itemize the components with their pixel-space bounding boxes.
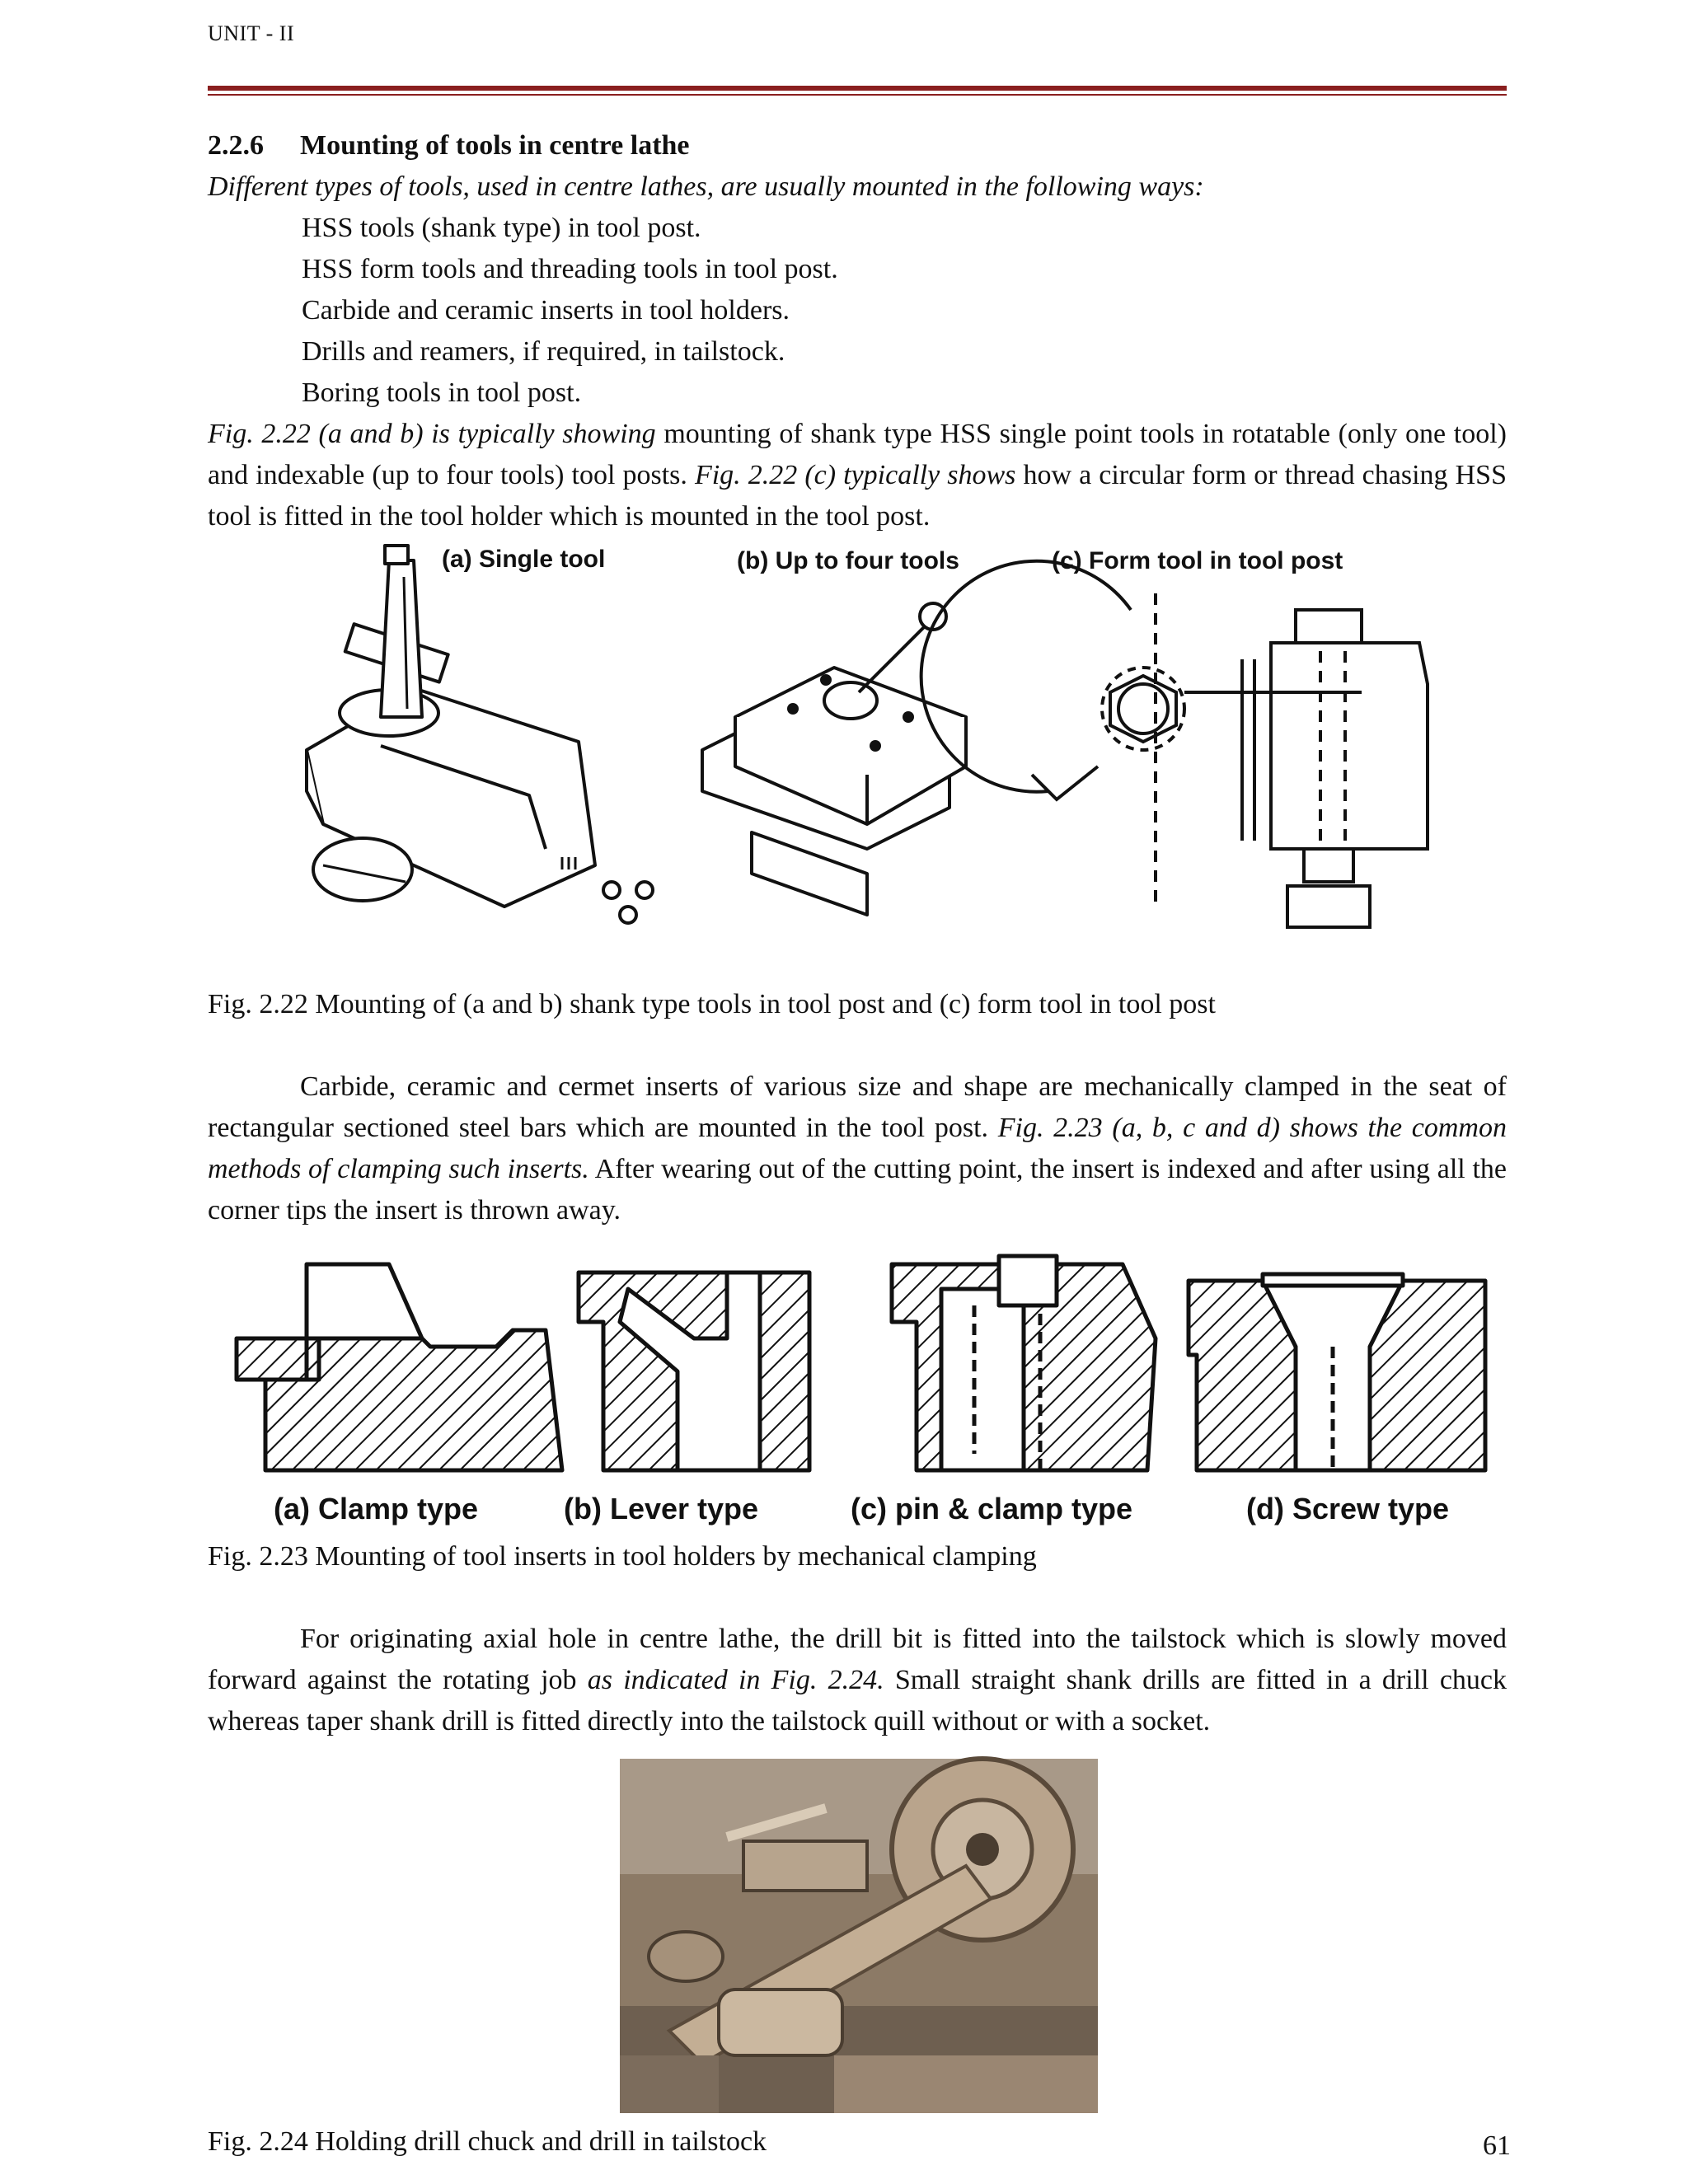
section-number: 2.2.6: [208, 130, 264, 161]
fig22-label-a: (a) Single tool: [442, 546, 606, 573]
four-way-tool-post-drawing: [702, 577, 1024, 923]
figure-2-24: [208, 1759, 1507, 2113]
fig24-caption: Fig. 2.24 Holding drill chuck and drill in tailstock: [208, 2126, 767, 2157]
figure-2-23: [208, 1256, 1507, 1536]
paragraph-text: For originating axial hole in centre lathe, the drill bit is fitted into the tailstock which is slowly moved forward against the rotating job: [208, 1624, 1507, 1695]
paragraph-text: Small straight shank drills are fitted in a drill chuck whereas taper shank drill is fitted directly into the tailstock quill without or with a socket.: [208, 1665, 1507, 1736]
insert-clamping-drawings: [232, 1256, 1502, 1487]
page-number: 61: [1483, 2130, 1511, 2161]
fig23-label-a: (a) Clamp type: [274, 1492, 479, 1526]
section-title: Mounting of tools in centre lathe: [300, 130, 690, 161]
paragraph-text: Carbide, ceramic and cermet inserts of various size and shape are mechanically clamped in the seat of rectangular sectioned steel bars which are mounted in the tool post.: [208, 1071, 1507, 1143]
list-item: HSS form tools and threading tools in tool post.: [302, 254, 838, 284]
form-tool-drawing: [1032, 577, 1444, 956]
figure-2-22: [208, 544, 1507, 972]
fig-ref: Fig. 2.23 (a, b, c and d) shows the common methods of clamping such inserts.: [208, 1113, 1507, 1184]
fig-ref: as indicated in Fig. 2.24.: [587, 1665, 884, 1695]
fig-ref: Fig. 2.22 (c) typically shows: [694, 460, 1016, 490]
paragraph-fig23: [208, 1066, 1507, 1231]
paragraph-fig24: [208, 1619, 1507, 1742]
fig23-label-d: (d) Screw type: [1246, 1492, 1450, 1526]
list-item: Drills and reamers, if required, in tailstock.: [302, 336, 785, 367]
header-rule-thin: [208, 94, 1507, 96]
paragraph-fig22: [208, 414, 1507, 537]
list-item: Carbide and ceramic inserts in tool holders.: [302, 295, 790, 326]
running-head: UNIT - II: [208, 21, 295, 45]
fig22-label-c: (c) Form tool in tool post: [1052, 547, 1343, 574]
fig23-label-c: (c) pin & clamp type: [851, 1492, 1133, 1526]
mounting-list: [208, 208, 1507, 414]
page-content: [208, 125, 1507, 2163]
lathe-tailstock-photo: [620, 1759, 1098, 2113]
section-lead: Different types of tools, used in centre lathes, are usually mounted in the following ways:: [208, 171, 1204, 202]
fig23-label-b: (b) Lever type: [564, 1492, 759, 1526]
single-tool-post-drawing: [298, 544, 686, 931]
fig22-label-b: (b) Up to four tools: [737, 547, 959, 574]
fig22-caption: Fig. 2.22 Mounting of (a and b) shank type tools in tool post and (c) form tool in tool post: [208, 989, 1216, 1019]
header-rule: [208, 86, 1507, 91]
paragraph-text: how a circular form or thread chasing HSS tool is fitted in the tool holder which is mounted in the tool post.: [208, 460, 1507, 532]
fig23-caption: Fig. 2.23 Mounting of tool inserts in tool holders by mechanical clamping: [208, 1541, 1037, 1572]
paragraph-text: After wearing out of the cutting point, the insert is indexed and after using all the corner tips the insert is thrown away.: [208, 1154, 1507, 1226]
fig-ref: Fig. 2.22 (a and b) is typically showing: [208, 419, 656, 449]
paragraph-text: mounting of shank type HSS single point tools in rotatable (only one tool) and indexable (up to four tools) tool posts.: [208, 419, 1507, 490]
list-item: Boring tools in tool post.: [302, 377, 582, 408]
section-heading: [208, 125, 1507, 166]
list-item: HSS tools (shank type) in tool post.: [302, 213, 701, 243]
